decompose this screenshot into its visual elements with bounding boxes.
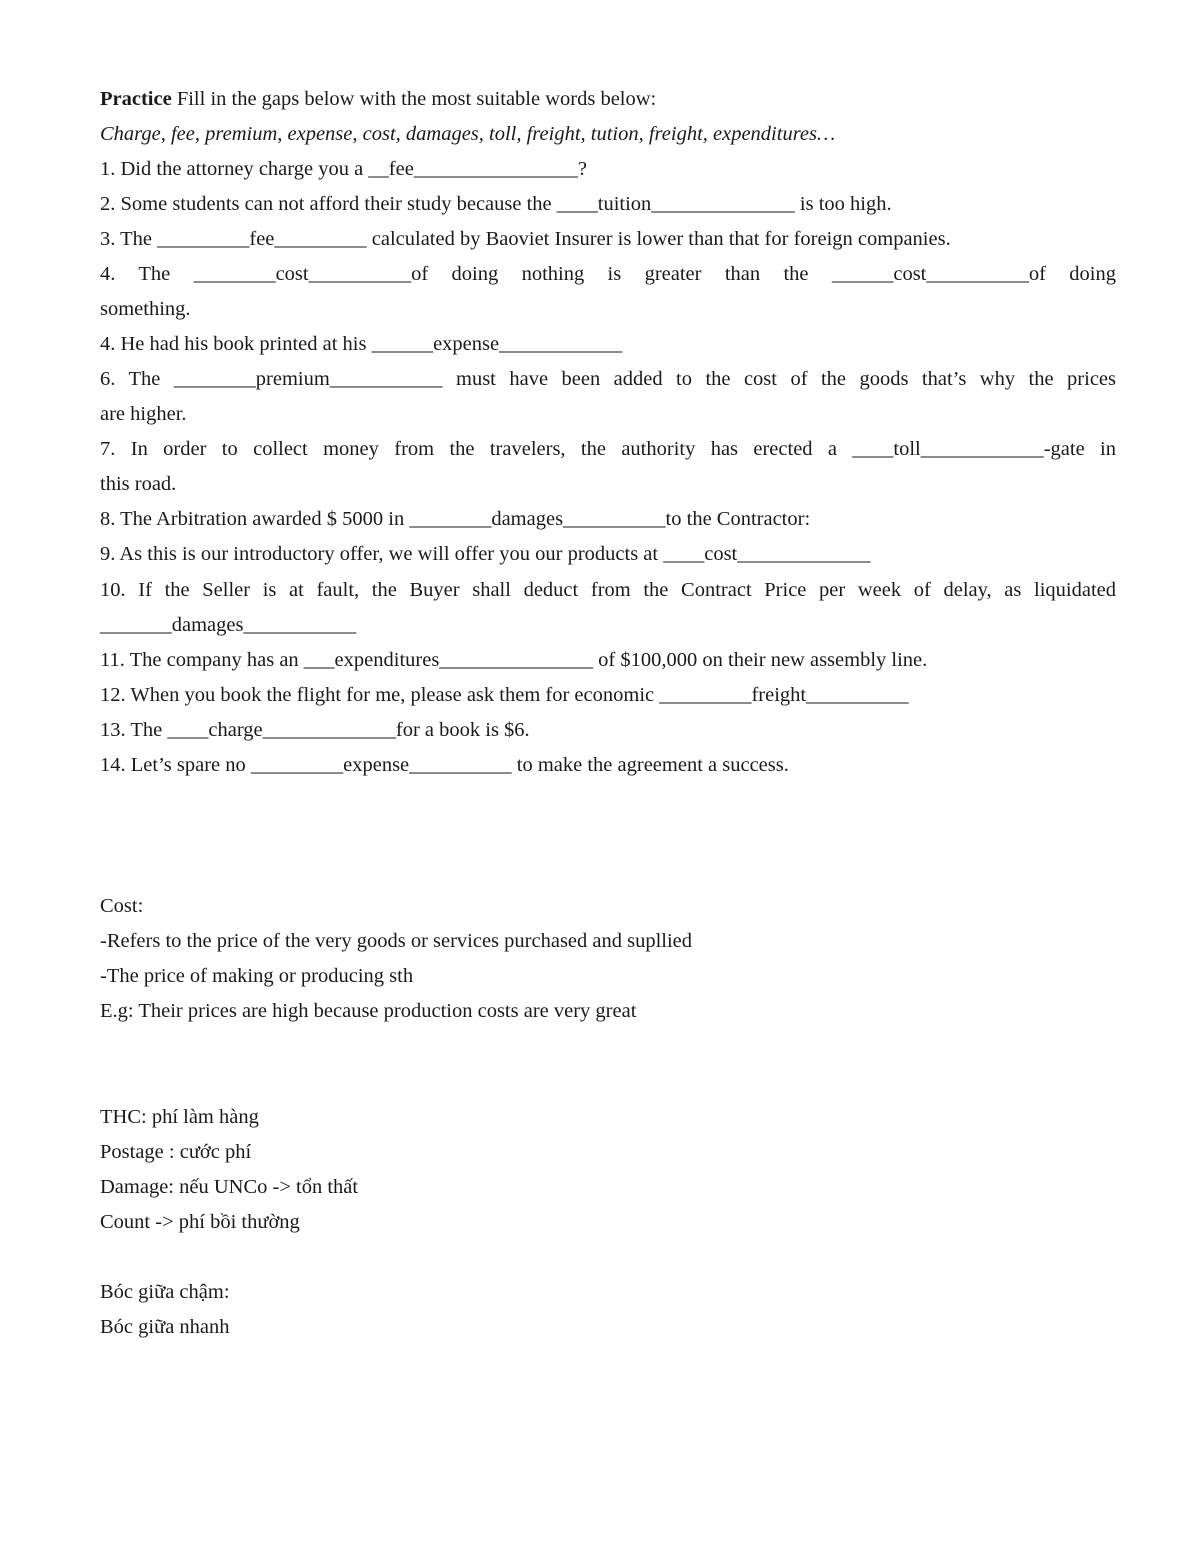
cost-notes-title: Cost: — [100, 895, 144, 917]
practice-header-line — [100, 86, 656, 112]
vocab-note-thc: THC: phí làm hàng — [100, 1106, 259, 1128]
question-9: 9. As this is our introductory offer, we will offer you our products at ____cost_____________ — [100, 543, 871, 565]
question-7-line-2: this road. — [100, 473, 177, 495]
word-list: Charge, fee, premium, expense, cost, damages, toll, freight, tution, freight, expenditures… — [100, 123, 836, 145]
cost-notes-item-2: -The price of making or producing sth — [100, 965, 414, 987]
vocab-note-count: Count -> phí bồi thường — [100, 1211, 300, 1233]
question-12: 12. When you book the flight for me, please ask them for economic _________freight__________ — [100, 684, 909, 706]
question-6-line-2: are higher. — [100, 403, 187, 425]
handling-note-fast: Bóc giữa nhanh — [100, 1316, 230, 1338]
question-2: 2. Some students can not afford their study because the ____tuition______________ is too high. — [100, 193, 892, 215]
question-10-line-2: _______damages___________ — [100, 614, 357, 636]
practice-heading: Practice — [100, 88, 172, 110]
question-11: 11. The company has an ___expenditures_______________ of $100,000 on their new assembly line. — [100, 649, 928, 671]
cost-notes-example: E.g: Their prices are high because production costs are very great — [100, 1000, 637, 1022]
question-7-line-1: 7. In order to collect money from the travelers, the authority has erected a ____toll____________-gate in — [100, 438, 1116, 460]
question-10-line-1: 10. If the Seller is at fault, the Buyer shall deduct from the Contract Price per week of delay, as liquidated — [100, 579, 1116, 601]
vocab-note-damage: Damage: nếu UNCo -> tổn thất — [100, 1176, 359, 1198]
vocab-note-postage: Postage : cước phí — [100, 1141, 252, 1163]
practice-instruction: Fill in the gaps below with the most suitable words below: — [171, 88, 657, 110]
cost-notes-item-1: -Refers to the price of the very goods or services purchased and supllied — [100, 930, 693, 952]
question-4b: 4. He had his book printed at his ______expense____________ — [100, 333, 623, 355]
question-14: 14. Let’s spare no _________expense__________ to make the agreement a success. — [100, 754, 789, 776]
question-13: 13. The ____charge_____________for a book is $6. — [100, 719, 530, 741]
question-4a-line-1: 4. The ________cost__________of doing nothing is greater than the ______cost__________of doing — [100, 263, 1116, 285]
question-1: 1. Did the attorney charge you a __fee________________? — [100, 158, 587, 180]
question-6-line-1: 6. The ________premium___________ must have been added to the cost of the goods that’s why the prices — [100, 368, 1116, 390]
question-4a-line-2: something. — [100, 298, 191, 320]
question-8: 8. The Arbitration awarded $ 5000 in ________damages__________to the Contractor: — [100, 508, 811, 530]
handling-note-slow: Bóc giữa chậm: — [100, 1281, 230, 1303]
question-3: 3. The _________fee_________ calculated by Baoviet Insurer is lower than that for foreign companies. — [100, 228, 951, 250]
